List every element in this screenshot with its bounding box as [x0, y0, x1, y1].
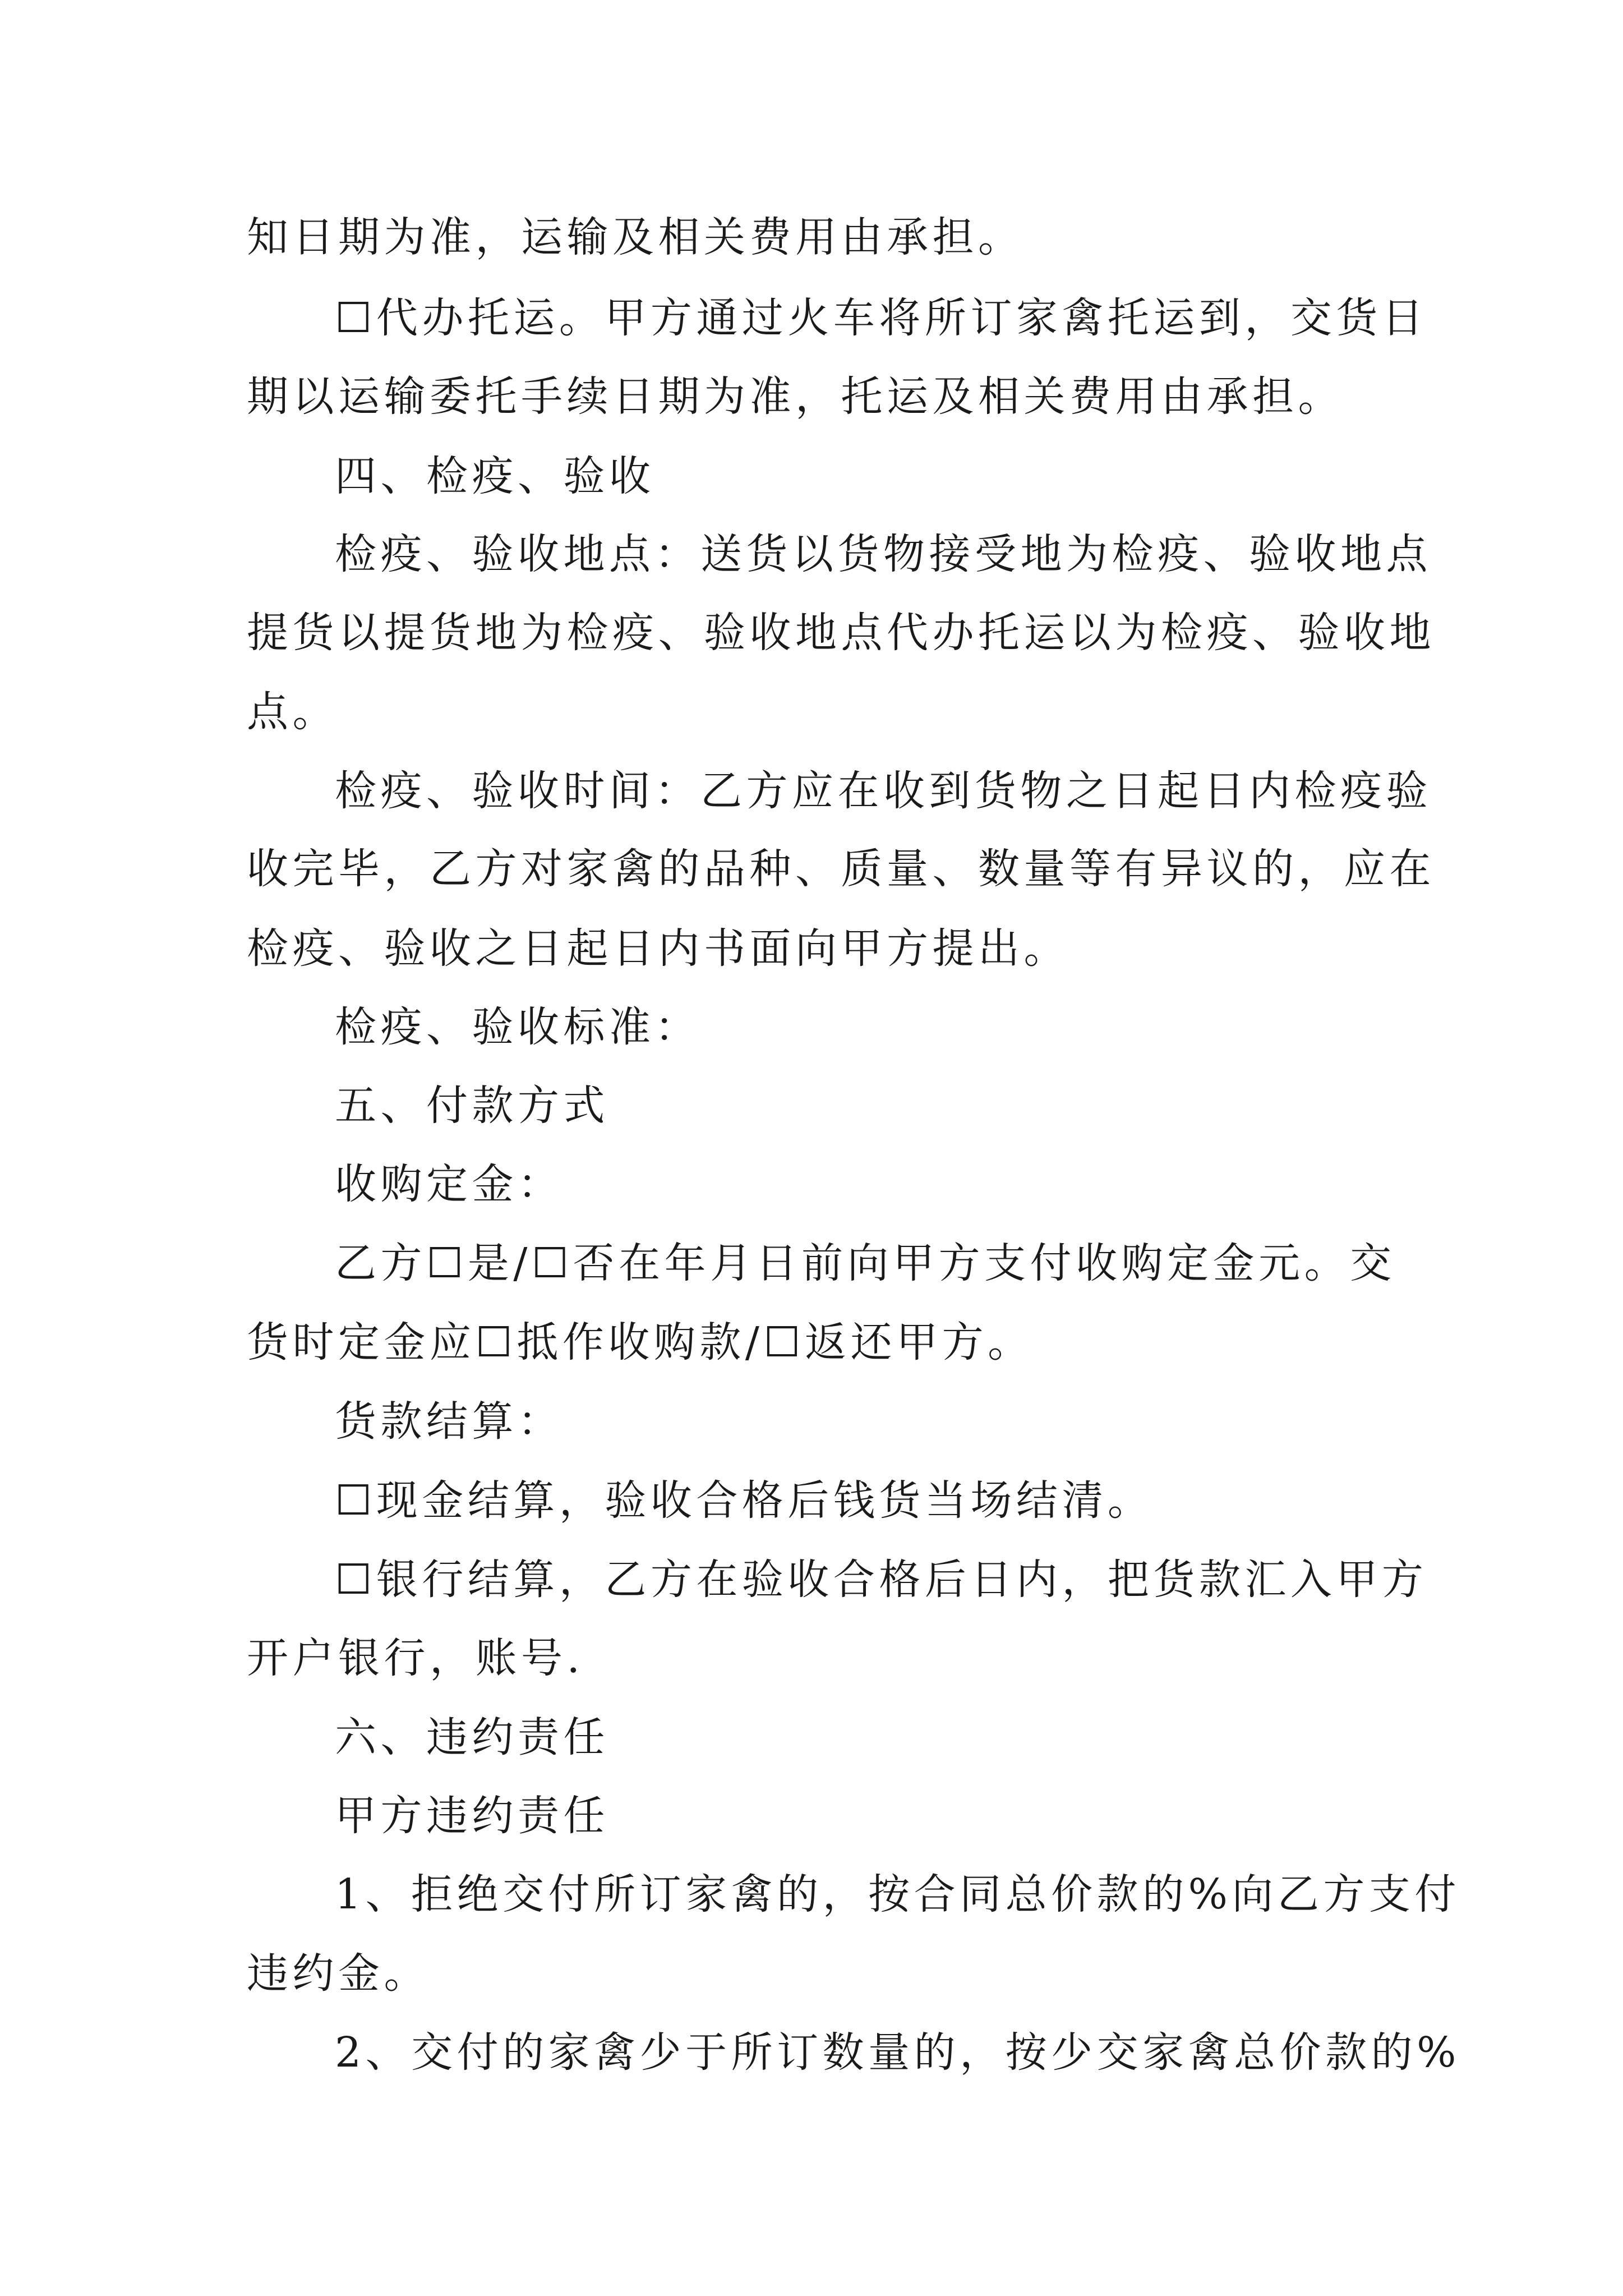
paragraph-line: ☐代办托运。甲方通过火车将所订家禽托运到，交货日 [335, 294, 1428, 342]
paragraph-line: 1、拒绝交付所订家禽的，按合同总价款的%向乙方支付 [335, 1870, 1460, 1918]
paragraph-line: 点。 [247, 688, 338, 736]
paragraph-line: 甲方违约责任 [335, 1792, 609, 1840]
paragraph-line: 收购定金： [335, 1160, 564, 1208]
paragraph-line: 期以运输委托手续日期为准，托运及相关费用由承担。 [247, 372, 1344, 421]
paragraph-line: ☐现金结算，验收合格后钱货当场结清。 [335, 1476, 1154, 1525]
paragraph-line: 检疫、验收之日起日内书面向甲方提出。 [247, 924, 1069, 973]
section-heading: 五、付款方式 [335, 1082, 609, 1130]
paragraph-line: 乙方☐是/☐否在年月日前向甲方支付收购定金元。交 [335, 1239, 1396, 1287]
paragraph-line: 检疫、验收地点：送货以货物接受地为检疫、验收地点 [335, 530, 1432, 578]
section-heading: 六、违约责任 [335, 1713, 609, 1761]
paragraph-line: 提货以提货地为检疫、验收地点代办托运以为检疫、验收地 [247, 609, 1435, 657]
paragraph-line: 开户银行，账号. [247, 1634, 584, 1682]
paragraph-line: 知日期为准，运输及相关费用由承担。 [247, 213, 1024, 261]
paragraph-line: 2、交付的家禽少于所订数量的，按少交家禽总价款的% [335, 2028, 1460, 2077]
paragraph-line: ☐银行结算，乙方在验收合格后日内，把货款汇入甲方 [335, 1556, 1428, 1604]
paragraph-line: 违约金。 [247, 1949, 430, 1998]
paragraph-line: 检疫、验收时间：乙方应在收到货物之日起日内检疫验 [335, 767, 1432, 815]
paragraph-line: 货款结算： [335, 1397, 564, 1446]
paragraph-line: 检疫、验收标准： [335, 1003, 700, 1051]
paragraph-line: 收完毕，乙方对家禽的品种、质量、数量等有异议的，应在 [247, 845, 1435, 893]
paragraph-line: 货时定金应☐抵作收购款/☐返还甲方。 [247, 1318, 1034, 1366]
section-heading: 四、检疫、验收 [335, 452, 655, 500]
